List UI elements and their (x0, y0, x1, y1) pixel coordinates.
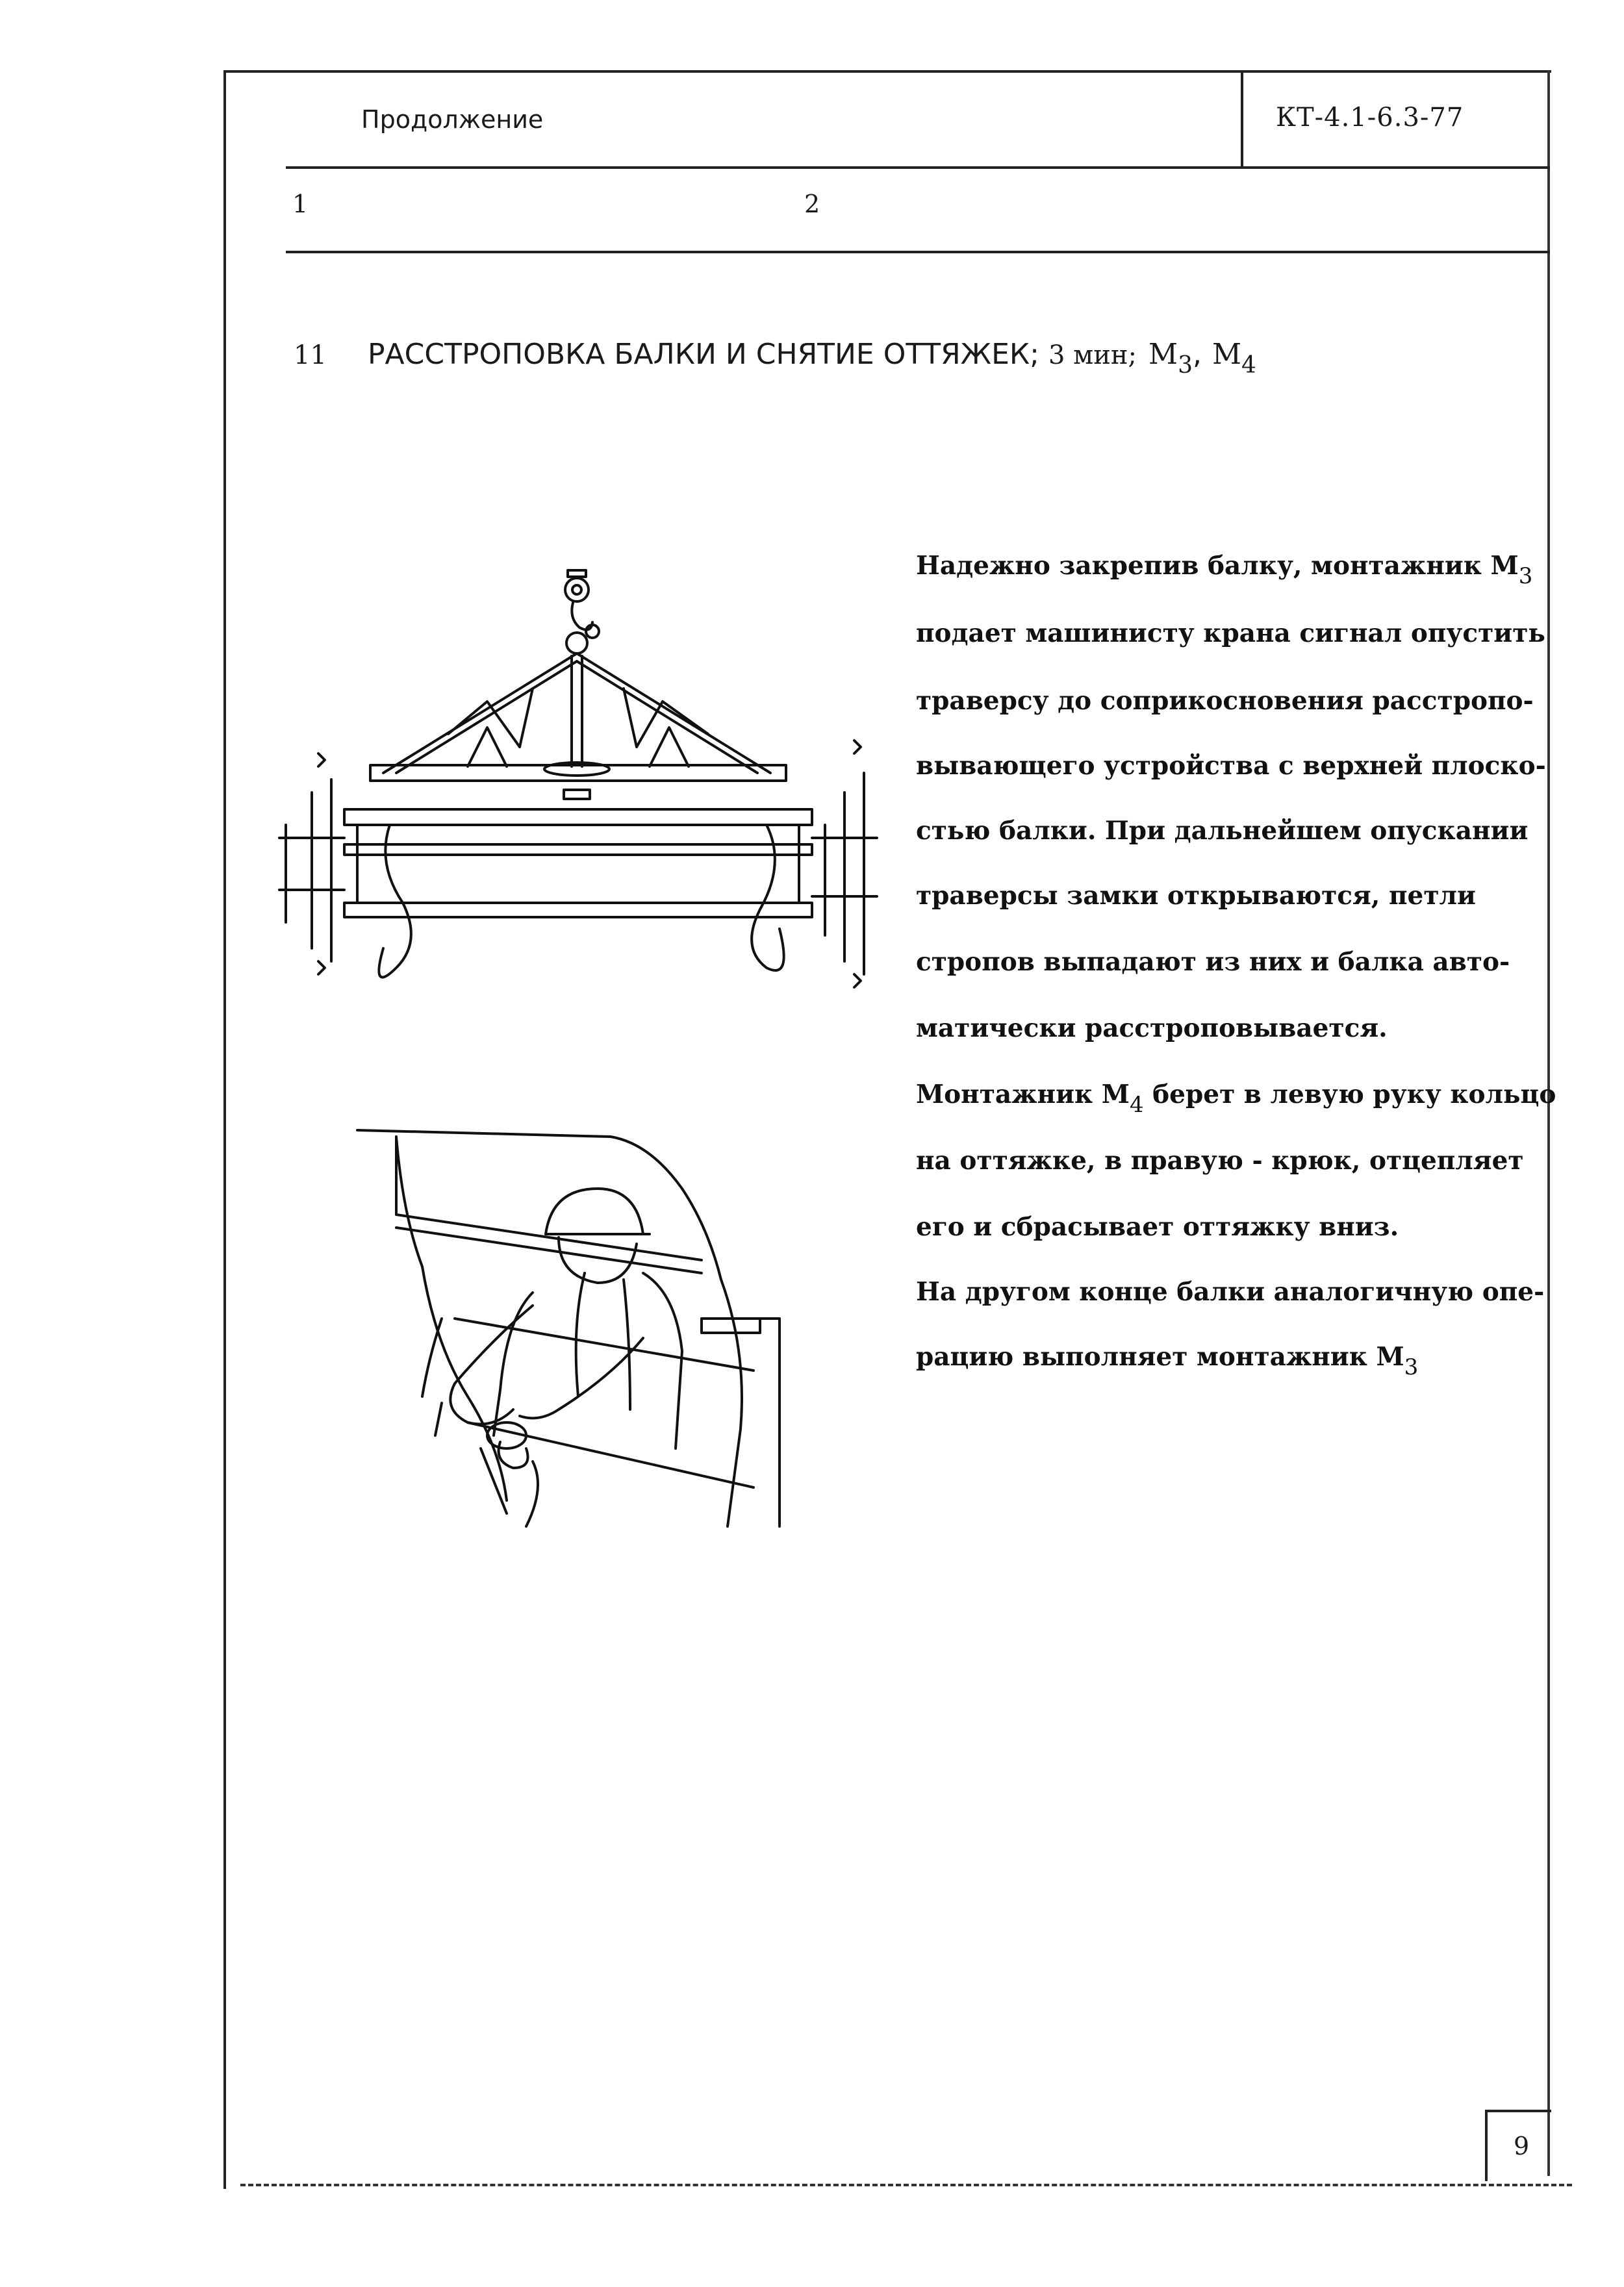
doc-code-separator (1241, 70, 1243, 168)
left-column-lines (286, 779, 331, 961)
description-line-10: на оттяжке, в правую - крюк, отцепляет (916, 1146, 1524, 1176)
description-line-5: стью балки. При дальнейшем опускании (916, 816, 1529, 846)
column-number-1: 1 (292, 190, 309, 218)
hook-eye-center (572, 585, 581, 594)
description-line-6: траверсы замки открываются, петли (916, 881, 1476, 911)
description-line-2: подает машинисту крана сигнал опустить (916, 618, 1545, 648)
continuation-label: Продолжение (361, 105, 544, 134)
beam-middle-rib (344, 844, 812, 855)
page-number: 9 (1514, 2132, 1530, 2160)
left-sling (379, 825, 411, 978)
description-line-1-text: Надежно закрепив балку, монтажник М (916, 551, 1519, 581)
description-line-13-sub: 3 (1404, 1354, 1419, 1380)
worker-right-arm (450, 1306, 533, 1424)
description-line-1-sub: 3 (1518, 563, 1533, 589)
section-title (368, 338, 1256, 379)
right-column-breaks (854, 740, 861, 987)
header-rule (286, 166, 1550, 169)
worker-m3-letter: М (1148, 338, 1178, 371)
document-code: КТ-4.1-6.3-77 (1276, 103, 1464, 133)
description-line-9-tail: берет в левую руку кольцо (1143, 1080, 1556, 1109)
beam-plate (702, 1319, 760, 1333)
beam-top-flange (344, 809, 812, 825)
beam-web (357, 825, 799, 903)
worker-m3 (1148, 338, 1193, 379)
traverse-beam-illustration (273, 559, 883, 1000)
right-column-lines (825, 773, 864, 974)
hook-eye (565, 578, 589, 601)
description-line-1 (916, 551, 1532, 589)
description-line-9-text: Монтажник М (916, 1080, 1130, 1109)
beam-edge-upper (396, 1137, 702, 1260)
traverse-shackle (566, 633, 587, 653)
truss-center-post (572, 656, 582, 766)
section-title-text: РАССТРОПОВКА БАЛКИ И СНЯТИЕ ОТТЯЖЕК; (368, 338, 1039, 371)
traverse-bottom-chord (370, 765, 786, 781)
description-line-7: стропов выпадают из них и балка авто- (916, 947, 1510, 977)
column-header-rule (286, 251, 1550, 253)
section-number: 11 (294, 340, 327, 370)
left-column-breaks (318, 753, 325, 974)
release-latch (564, 790, 590, 799)
right-sling (752, 825, 784, 970)
worker-body-outline (494, 1273, 682, 1448)
description-line-13-text: рацию выполняет монтажник М (916, 1342, 1404, 1372)
worker-separator: , (1192, 338, 1202, 371)
worker-m3-sub: 3 (1178, 352, 1193, 379)
hook-top-block (568, 570, 586, 577)
description-line-11: его и сбрасывает оттяжку вниз. (916, 1212, 1399, 1242)
beam-bottom-flange (344, 903, 812, 917)
guy-line-rope (396, 1137, 507, 1500)
description-line-12: На другом конце балки аналогичную опе- (916, 1277, 1545, 1307)
rope-lower (481, 1448, 538, 1526)
description-line-13 (916, 1342, 1418, 1380)
worker-m4-sub: 4 (1241, 352, 1256, 379)
description-line-8: матически расстроповывается. (916, 1013, 1388, 1043)
description-line-9 (916, 1080, 1556, 1118)
worker-m4-letter: М (1212, 338, 1242, 371)
truss-web-members-lower (468, 727, 689, 766)
wall-outline (357, 1130, 742, 1526)
description-line-3: траверсу до соприкосновения расстропо- (916, 686, 1534, 716)
frame-bottom-border (240, 2184, 1572, 2186)
truss-diagonals (383, 653, 770, 773)
frame-right-border (1547, 70, 1550, 2176)
frame-top-border (223, 70, 1551, 73)
column-number-2: 2 (804, 190, 820, 218)
worker-m4 (1212, 338, 1256, 379)
guy-line-hook (499, 1442, 528, 1468)
worker-helmet (546, 1189, 643, 1234)
description-line-4: вывающего устройства с верхней плоско- (916, 751, 1546, 781)
section-duration: 3 мин; (1048, 340, 1137, 370)
worker-unhooking-illustration (338, 1124, 806, 1539)
frame-left-border (223, 70, 226, 2189)
description-line-9-sub: 4 (1129, 1092, 1144, 1118)
worker-left-arm (520, 1338, 643, 1418)
